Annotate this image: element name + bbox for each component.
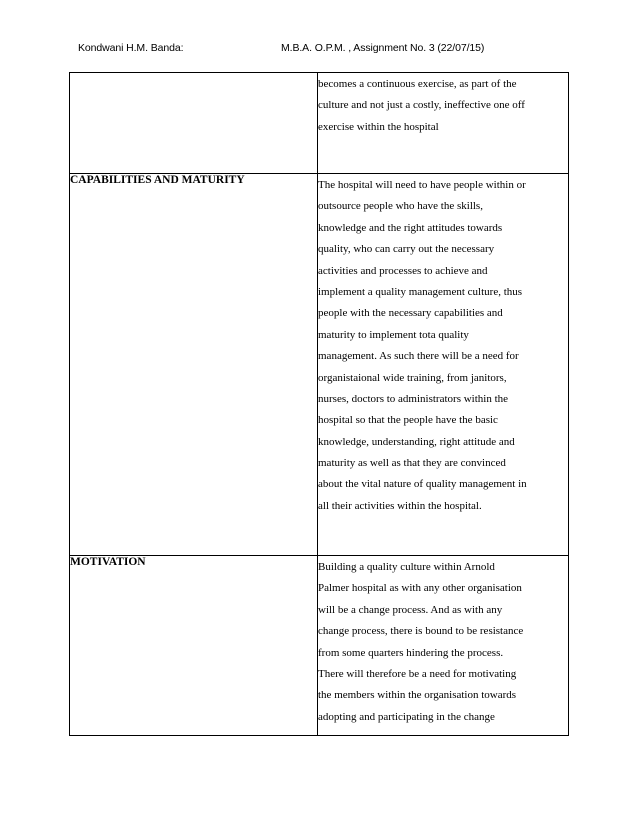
text-line: people with the necessary capabilities and [318,307,503,320]
text-line: all their activities within the hospital. [318,499,482,512]
author-name: Kondwani H.M. Banda: [78,42,184,54]
text-line: maturity to implement tota quality [318,328,469,341]
text-line: Building a quality culture within Arnold [318,561,495,573]
text-line: knowledge and the right attitudes towards [318,221,503,234]
text-line: adopting and participating in the change [318,710,495,723]
assignment-title: M.B.A. O.P.M. , Assignment No. 3 (22/07/15) [281,42,485,54]
text-line: about the vital nature of quality management in [318,478,527,491]
content-table [69,72,569,736]
table-row [70,556,569,736]
text-line: change process, there is bound to be resistance [318,625,524,638]
row-label: CAPABILITIES AND MATURITY [70,174,318,556]
text-line: the members within the organisation towards [318,689,517,702]
row-text [318,556,569,736]
text-line: exercise within the hospital [318,120,439,133]
text-line: activities and processes to achieve and [318,264,488,277]
row-text [318,73,569,174]
text-line: nurses, doctors to administrators within the [318,392,509,405]
row-text [318,174,569,556]
text-line: There will therefore be a need for motivating [318,667,517,680]
text-line: culture and not just a costly, ineffective one off [318,99,525,112]
table-row [70,174,569,556]
text-line: The hospital will need to have people within or [318,179,526,191]
text-line: management. As such there will be a need for [318,350,519,363]
table-row [70,73,569,174]
text-line: Palmer hospital as with any other organisation [318,582,522,595]
text-line: becomes a continuous exercise, as part of the [318,78,517,90]
text-line: quality, who can carry out the necessary [318,243,495,256]
text-line: hospital so that the people have the basic [318,414,498,427]
row-label [70,73,318,174]
text-line: will be a change process. And as with any [318,603,503,616]
text-line: maturity as well as that they are convinced [318,457,506,470]
text-line: implement a quality management culture, thus [318,285,523,298]
row-label: MOTIVATION [70,556,318,736]
text-line: knowledge, understanding, right attitude and [318,435,515,448]
text-line: organistaional wide training, from janitors, [318,371,507,384]
text-line: from some quarters hindering the process. [318,646,504,659]
text-line: outsource people who have the skills, [318,200,483,213]
